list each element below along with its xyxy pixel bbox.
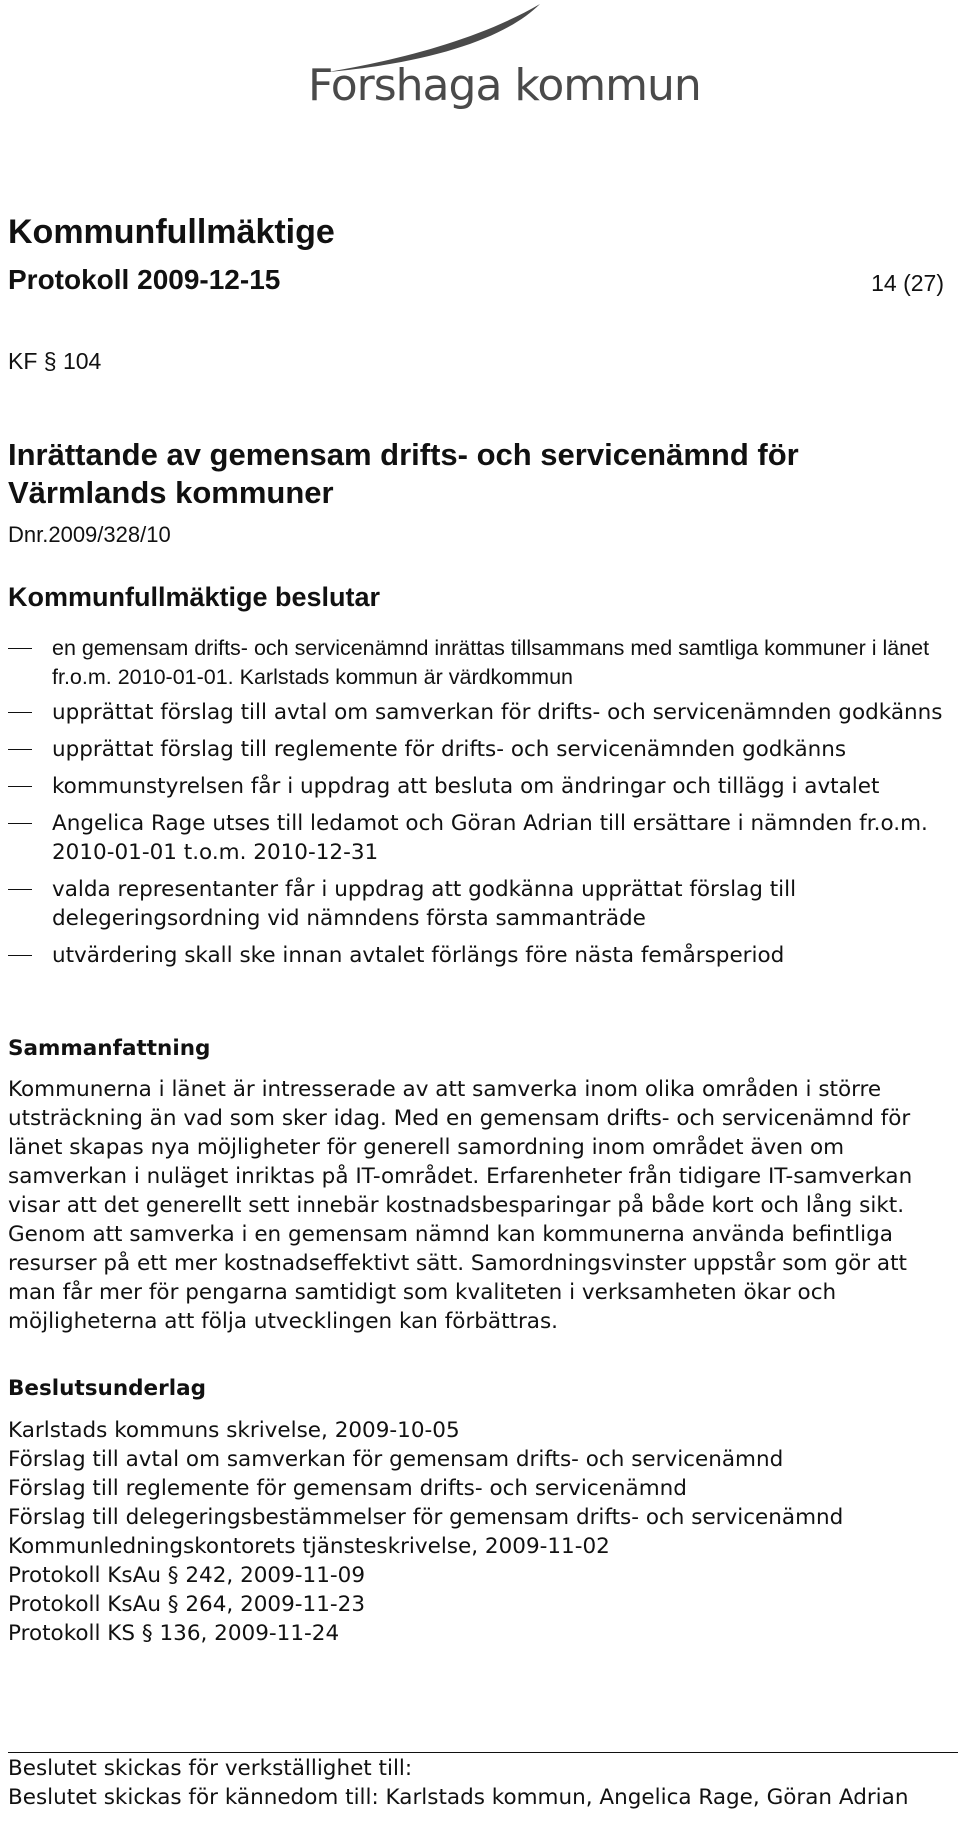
- basis-item: Karlstads kommuns skrivelse, 2009-10-05: [8, 1418, 460, 1443]
- execution-recipients: Beslutet skickas för verkställighet till:: [8, 1756, 413, 1781]
- dash-bullet-icon: [8, 889, 32, 890]
- summary-text: Kommunerna i länet är intresserade av att samverka inom olika områden i större utsträckning än vad som sker idag. Med en gemensam drifts- och servicenämnd för länet skapas nya möjligheter för generell samordning inom området även om samverkan i nuläget inriktas på IT-området. Erfarenheter från tidigare IT-samverkan visar att det generellt sett innebär kostnadsbesparingar på både kort och lång sikt. Genom att samverka i en gemensam nämnd kan kommunerna använda befintliga resurser på ett mer kostnadseffektivt sätt. Samordningsvinster uppstår som gör att man får mer för pengarna samtidigt som kvaliteten i verksamheten ökar och möjligheterna att följa utvecklingen kan förbättras.: [8, 1077, 913, 1334]
- basis-item: Protokoll KsAu § 242, 2009-11-09: [8, 1563, 366, 1588]
- dash-bullet-icon: [8, 955, 32, 956]
- decision-text: Angelica Rage utses till ledamot och Göran Adrian till ersättare i nämnden fr.o.m. 2010-01-01 t.o.m. 2010-12-31: [52, 811, 928, 865]
- paragraph-reference: KF § 104: [8, 348, 102, 374]
- dash-bullet-icon: [8, 648, 32, 649]
- dash-bullet-icon: [8, 786, 32, 787]
- registration-number: Dnr.2009/328/10: [8, 522, 171, 547]
- municipality-logo: [308, 0, 701, 115]
- basis-item: Protokoll KS § 136, 2009-11-24: [8, 1621, 340, 1646]
- dash-bullet-icon: [8, 749, 32, 750]
- decision-list: [0, 634, 960, 978]
- logo-text: Forshaga kommun: [308, 60, 701, 111]
- notice-recipients: Beslutet skickas för kännedom till: Karlstads kommun, Angelica Rage, Göran Adrian: [8, 1785, 909, 1810]
- decision-text: valda representanter får i uppdrag att godkänna upprättat förslag till delegeringsordning vid nämndens första sammanträde: [52, 877, 797, 931]
- decision-text: upprättat förslag till reglemente för drifts- och servicenämnden godkänns: [52, 737, 847, 762]
- basis-item: Förslag till delegeringsbestämmelser för gemensam drifts- och servicenämnd: [8, 1505, 844, 1530]
- basis-item: Kommunledningskontorets tjänsteskrivelse, 2009-11-02: [8, 1534, 610, 1559]
- basis-item: Protokoll KsAu § 264, 2009-11-23: [8, 1592, 366, 1617]
- basis-list: [8, 1416, 953, 1648]
- protocol-date: Protokoll 2009-12-15: [8, 264, 281, 295]
- decision-item: [0, 772, 960, 801]
- basis-item: Förslag till avtal om samverkan för gemensam drifts- och servicenämnd: [8, 1447, 784, 1472]
- basis-item: Förslag till reglemente för gemensam drifts- och servicenämnd: [8, 1476, 687, 1501]
- decision-item: [0, 634, 960, 692]
- decision-text: utvärdering skall ske innan avtalet förlängs före nästa femårsperiod: [52, 943, 785, 968]
- subject-heading: Inrättande av gemensam drifts- och servicenämnd för Värmlands kommuner: [8, 437, 799, 510]
- page-indicator: 14 (27): [871, 270, 944, 296]
- dash-bullet-icon: [8, 823, 32, 824]
- dash-bullet-icon: [8, 712, 32, 713]
- footer-divider: [8, 1752, 958, 1753]
- document-title: Kommunfullmäktige: [8, 213, 335, 251]
- decision-item: [0, 875, 960, 933]
- decision-text: upprättat förslag till avtal om samverkan för drifts- och servicenämnden godkänns: [52, 700, 943, 725]
- decision-heading: Kommunfullmäktige beslutar: [8, 582, 381, 612]
- summary-heading: Sammanfattning: [8, 1036, 211, 1061]
- decision-text: kommunstyrelsen får i uppdrag att besluta om ändringar och tillägg i avtalet: [52, 774, 880, 799]
- basis-heading: Beslutsunderlag: [8, 1376, 206, 1401]
- decision-item: [0, 698, 960, 727]
- decision-text: en gemensam drifts- och servicenämnd inrättas tillsammans med samtliga kommuner i länet fr.o.m. 2010-01-01. Karlstads kommun är värdkommun: [52, 636, 930, 689]
- decision-item: [0, 809, 960, 867]
- decision-item: [0, 941, 960, 970]
- decision-item: [0, 735, 960, 764]
